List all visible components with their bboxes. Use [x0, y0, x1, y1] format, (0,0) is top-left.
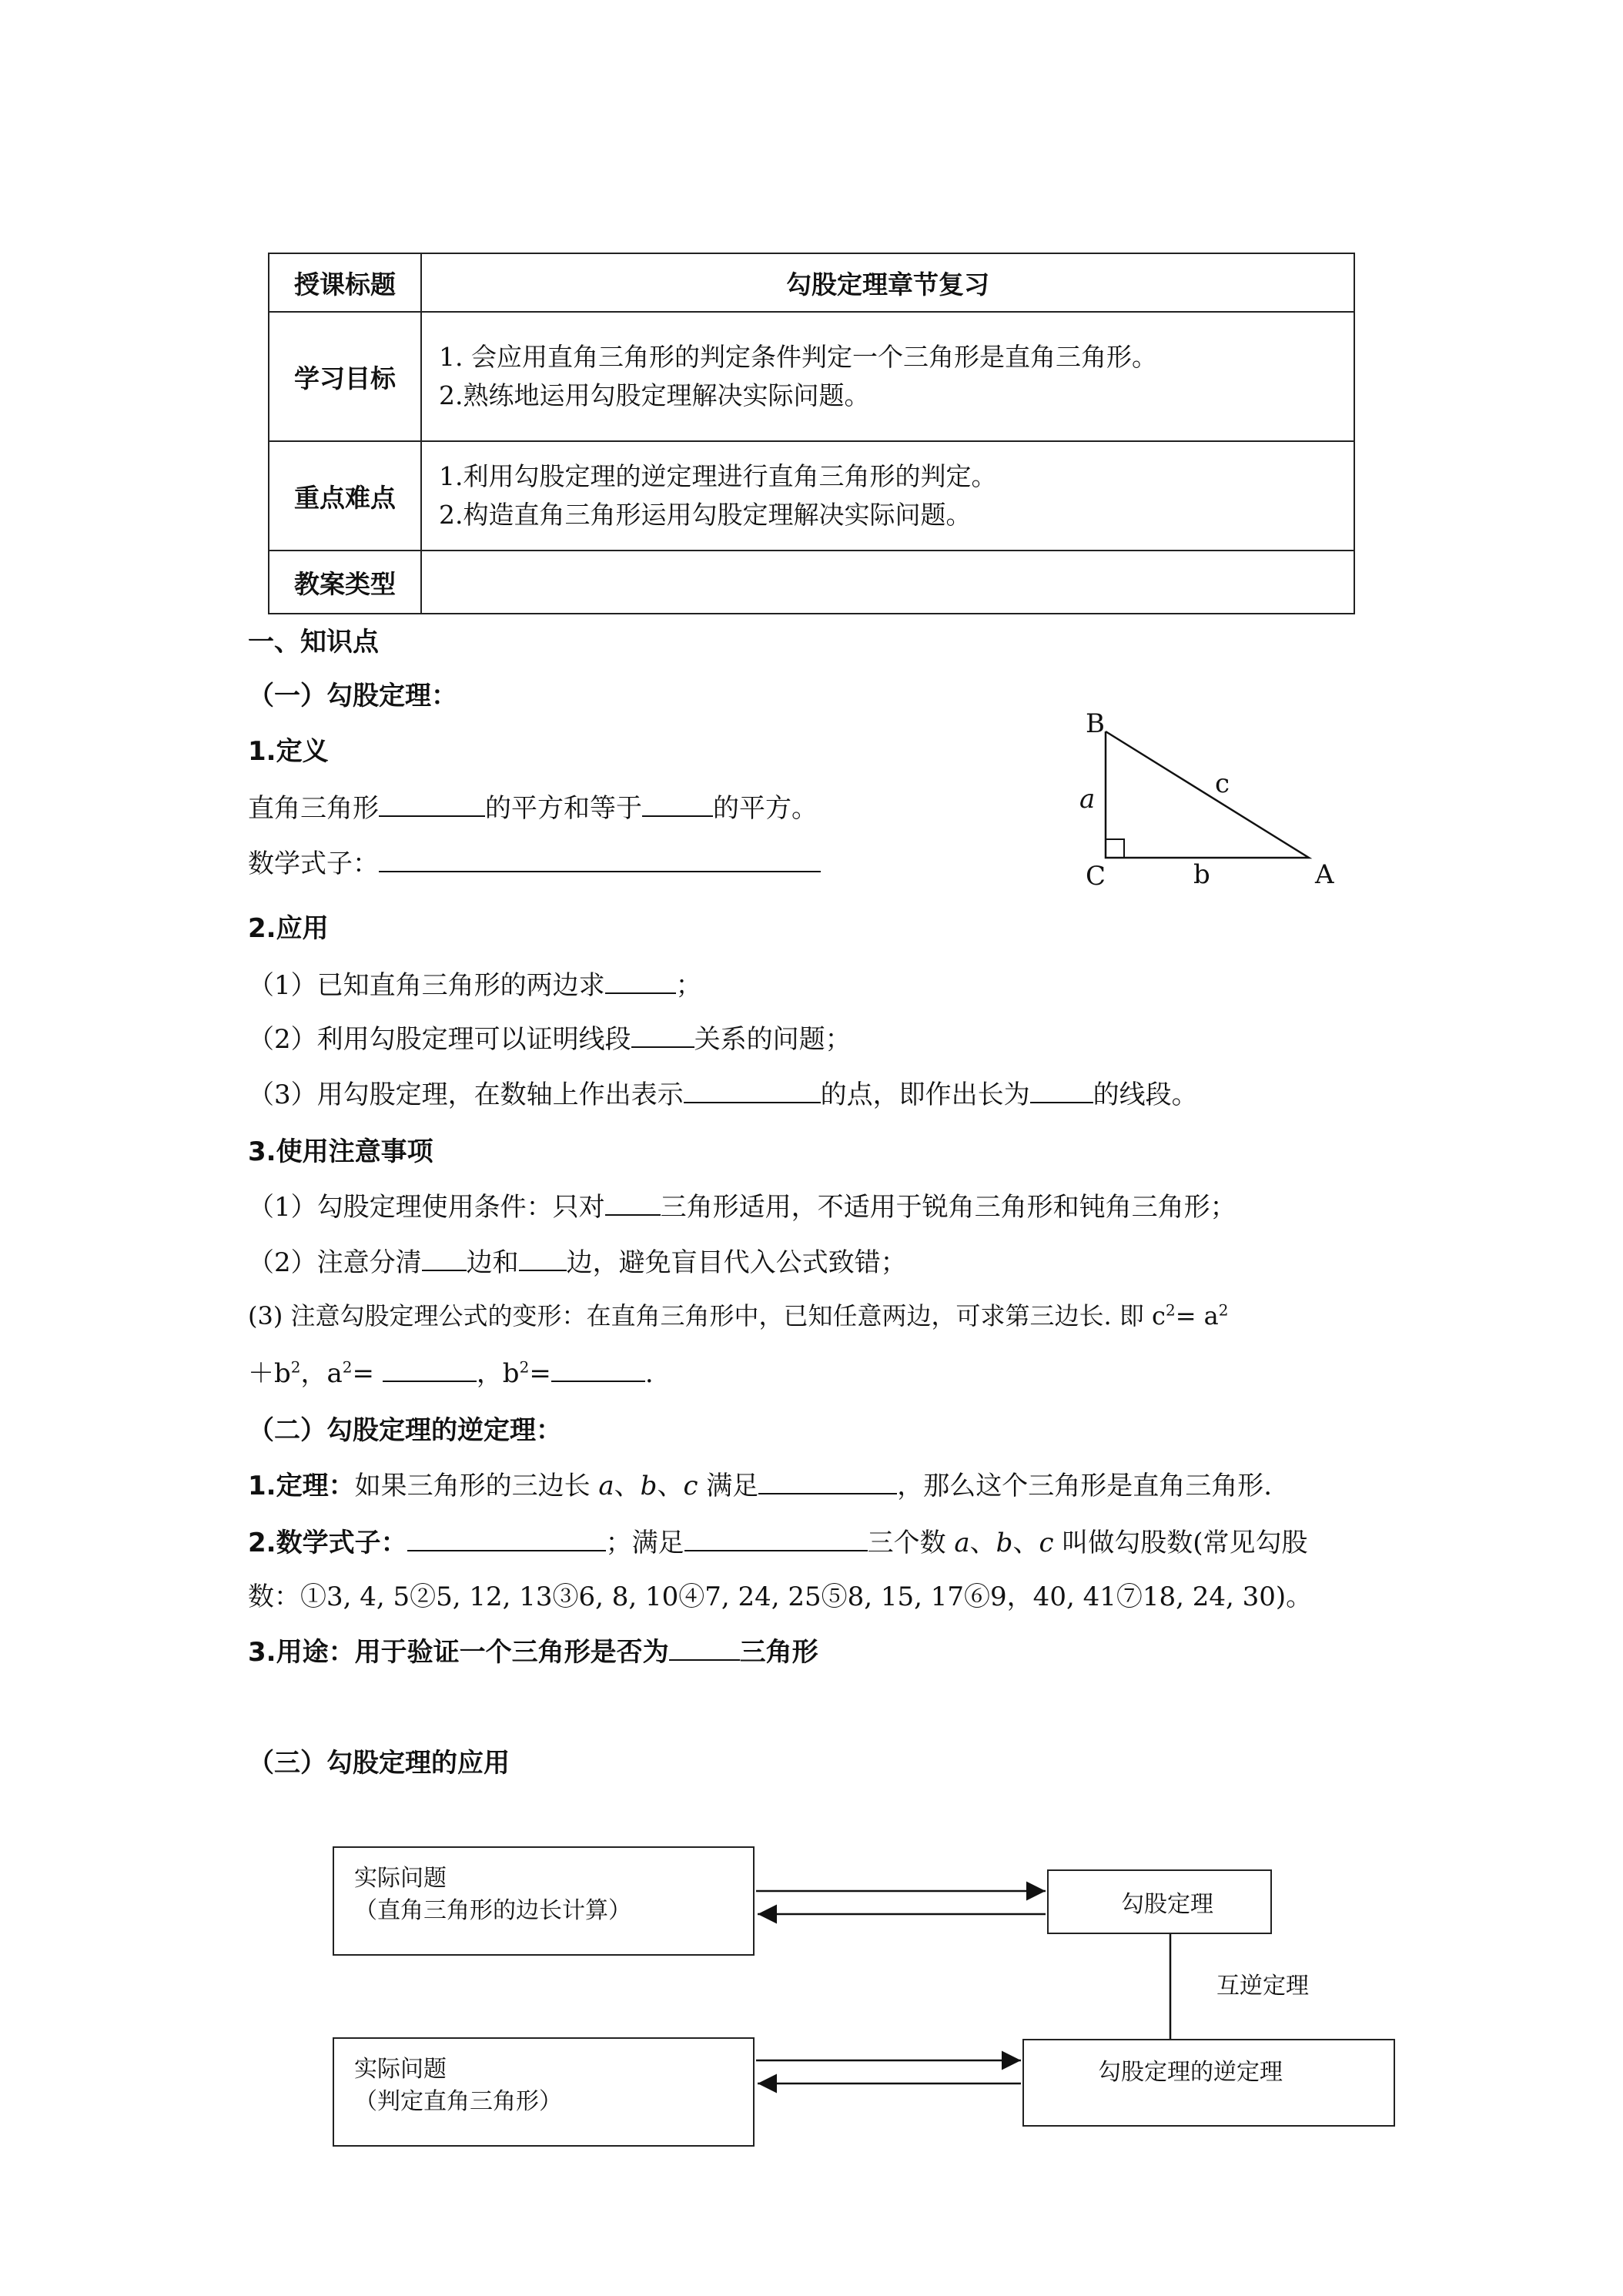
- converse-theorem: 1.定理：如果三角形的三边长 a、b、c 满足 ，那么这个三角形是直角三角形.: [248, 1471, 1273, 1501]
- label-lesson-title: 授课标题: [269, 253, 421, 312]
- converse-formula: 2.数学式子： ；满足 三个数 a、b、c 叫做勾股数(常见勾股: [248, 1528, 1308, 1558]
- flow-box-converse-label: 勾股定理的逆定理: [1098, 2059, 1283, 2086]
- note-3-line1: (3) 注意勾股定理公式的变形：在直角三角形中，已知任意两边，可求第三边长. 即 $c^2= a^2$: [248, 1300, 1229, 1330]
- note-3-line2: $+b^2$，$a^2=$ ，$b^2=$ .: [248, 1357, 654, 1389]
- learning-goal-2: 2.熟练地运用勾股定理解决实际问题。: [439, 380, 870, 410]
- learning-goal-1: 1. 会应用直角三角形的判定条件判定一个三角形是直角三角形。: [439, 342, 1157, 372]
- label-learning-goals: 学习目标: [269, 312, 421, 441]
- flow-box-practical-calc-subtitle: （直角三角形的边长计算）: [354, 1897, 631, 1924]
- label-plan-type: 教案类型: [269, 551, 421, 614]
- flow-box-theorem-label: 勾股定理: [1121, 1891, 1213, 1918]
- flow-box-practical-judge-subtitle: （判定直角三角形）: [354, 2088, 562, 2115]
- converse-usage: 3.用途：用于验证一个三角形是否为 三角形: [248, 1637, 818, 1668]
- section-heading-knowledge: 一、知识点: [248, 627, 379, 658]
- side-c-label: c: [1215, 768, 1230, 799]
- application-1: （1）已知直角三角形的两边求 ；: [248, 970, 702, 1001]
- lesson-title: 勾股定理章节复习: [421, 253, 1354, 312]
- note-1: （1）勾股定理使用条件：只对 三角形适用，不适用于锐角三角形和钝角三角形；: [248, 1192, 1236, 1223]
- key-point-2: 2.构造直角三角形运用勾股定理解决实际问题。: [439, 500, 972, 530]
- flow-mutual-label: 互逆定理: [1216, 1973, 1309, 2000]
- vertex-c-label: C: [1086, 861, 1106, 892]
- subheading-application: （三）勾股定理的应用: [248, 1748, 510, 1779]
- side-a-label: a: [1079, 784, 1096, 815]
- vertex-a-label: A: [1315, 859, 1334, 890]
- application-title: 2.应用: [248, 913, 329, 944]
- formula-line: 数学式子：: [248, 842, 821, 880]
- key-point-1: 1.利用勾股定理的逆定理进行直角三角形的判定。: [439, 461, 997, 491]
- subheading-converse: （二）勾股定理的逆定理：: [248, 1415, 562, 1446]
- notes-title: 3.使用注意事项: [248, 1136, 433, 1167]
- application-3: （3）用勾股定理，在数轴上作出表示 的点，即作出长为 的线段。: [248, 1079, 1198, 1110]
- flow-box-practical-judge-title: 实际问题: [354, 2056, 447, 2083]
- label-key-points: 重点难点: [269, 441, 421, 551]
- application-2: （2）利用勾股定理可以证明线段 关系的问题；: [248, 1024, 852, 1055]
- subheading-pythagorean: （一）勾股定理：: [248, 681, 457, 711]
- vertex-b-label: B: [1086, 708, 1105, 739]
- definition-line: 直角三角形 的平方和等于 的平方。: [248, 793, 818, 824]
- pythagorean-triples: 数：①3, 4, 5②5, 12, 13③6, 8, 10④7, 24, 25⑤8, 15, 17⑥9，40, 41⑦18, 24, 30)。: [248, 1581, 1313, 1612]
- side-b-label: b: [1193, 859, 1210, 890]
- flow-box-practical-calc-title: 实际问题: [354, 1865, 447, 1892]
- definition-title: 1.定义: [248, 736, 329, 767]
- note-2: （2）注意分清 边和 边，避免盲目代入公式致错；: [248, 1247, 907, 1278]
